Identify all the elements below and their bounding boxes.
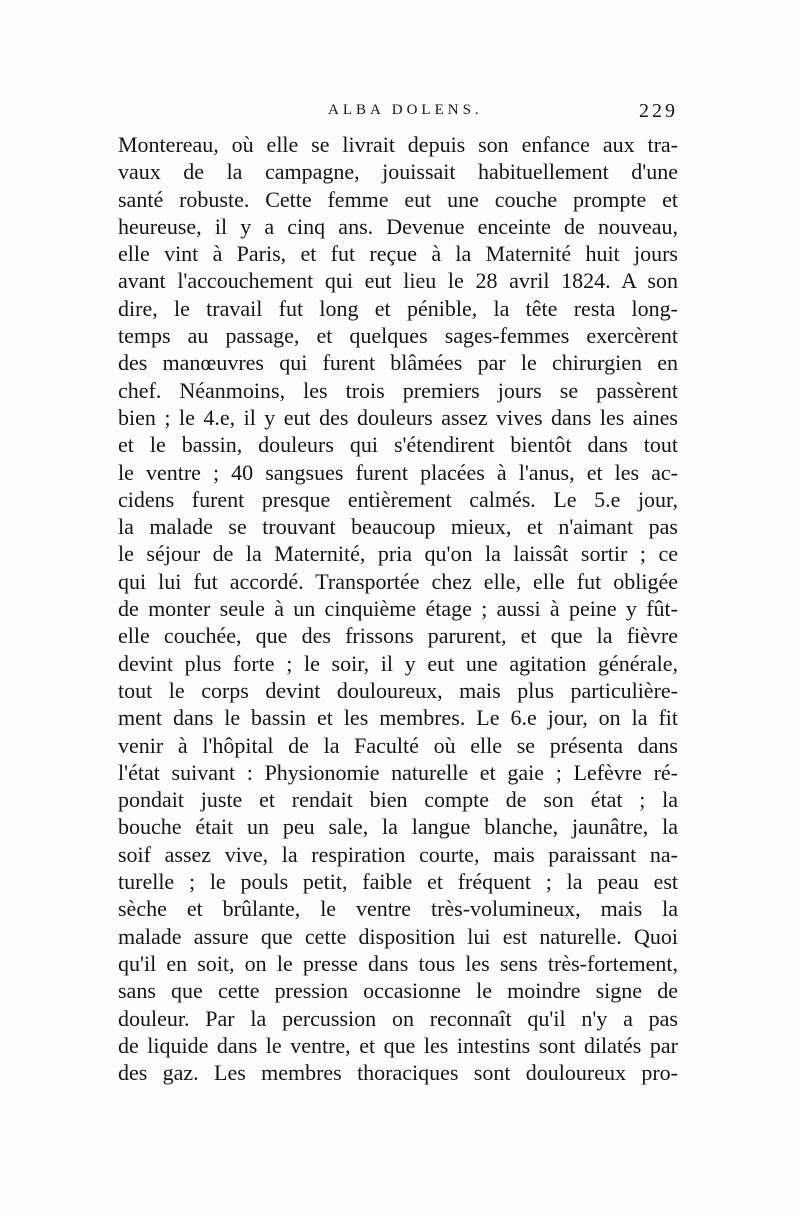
text-line: des manœuvres qui furent blâmées par le chirurgien en — [118, 350, 678, 376]
text-line: cidens furent presque entièrement calmés. Le 5.e jour, — [118, 486, 678, 512]
text-line: santé robuste. Cette femme eut une couche prompte et — [118, 186, 678, 212]
running-head — [118, 100, 678, 130]
text-line: pondait juste et rendait bien compte de son état ; la — [118, 787, 678, 813]
text-line: douleur. Par la percussion on reconnaît qu'il n'y a pas — [118, 1005, 678, 1031]
text-line: ment dans le bassin et les membres. Le 6.e jour, on la fit — [118, 705, 678, 731]
text-line: tout le corps devint douloureux, mais plus particulière- — [118, 677, 678, 703]
text-line: elle vint à Paris, et fut reçue à la Maternité huit jours — [118, 241, 678, 267]
text-line: heureuse, il y a cinq ans. Devenue enceinte de nouveau, — [118, 213, 678, 239]
text-line: avant l'accouchement qui eut lieu le 28 avril 1824. A son — [118, 268, 678, 294]
text-line: devint plus forte ; le soir, il y eut une agitation générale, — [118, 650, 678, 676]
text-line: sans que cette pression occasionne le moindre signe de — [118, 978, 678, 1004]
text-line: qu'il en soit, on le presse dans tous les sens très-fortement, — [118, 950, 678, 976]
text-line: sèche et brûlante, le ventre très-volumineux, mais la — [118, 896, 678, 922]
text-line: Montereau, où elle se livrait depuis son enfance aux tra- — [118, 132, 678, 157]
text-line: elle couchée, que des frissons parurent, et que la fièvre — [118, 623, 678, 649]
text-line: et le bassin, douleurs qui s'étendirent bientôt dans tout — [118, 432, 678, 458]
text-line: l'état suivant : Physionomie naturelle et gaie ; Lefèvre ré- — [118, 759, 678, 785]
text-line: vaux de la campagne, jouissait habituellement d'une — [118, 159, 678, 185]
text-line: qui lui fut accordé. Transportée chez elle, elle fut obligée — [118, 568, 678, 594]
text-line: de monter seule à un cinquième étage ; aussi à peine y fût- — [118, 596, 678, 622]
running-title: ALBA DOLENS. — [328, 102, 483, 118]
text-line: venir à l'hôpital de la Faculté où elle se présenta dans — [118, 732, 678, 758]
text-line: bien ; le 4.e, il y eut des douleurs assez vives dans les aines — [118, 404, 678, 430]
text-line: la malade se trouvant beaucoup mieux, et n'aimant pas — [118, 514, 678, 540]
text-line: soif assez vive, la respiration courte, mais paraissant na- — [118, 841, 678, 867]
text-line: turelle ; le pouls petit, faible et fréquent ; la peau est — [118, 869, 678, 895]
text-line: dire, le travail fut long et pénible, la tête resta long- — [118, 295, 678, 321]
page-number: 229 — [639, 100, 678, 122]
text-line: des gaz. Les membres thoraciques sont douloureux pro- — [118, 1060, 678, 1086]
text-line: le ventre ; 40 sangsues furent placées à l'anus, et les ac- — [118, 459, 678, 485]
body-text — [118, 131, 678, 1086]
text-line: temps au passage, et quelques sages-femmes exercèrent — [118, 323, 678, 349]
text-line: bouche était un peu sale, la langue blanche, jaunâtre, la — [118, 814, 678, 840]
text-line: chef. Néanmoins, les trois premiers jours se passèrent — [118, 377, 678, 403]
text-line: malade assure que cette disposition lui est naturelle. Quoi — [118, 923, 678, 949]
text-line: le séjour de la Maternité, pria qu'on la laissât sortir ; ce — [118, 541, 678, 567]
text-line: de liquide dans le ventre, et que les intestins sont dilatés par — [118, 1032, 678, 1058]
